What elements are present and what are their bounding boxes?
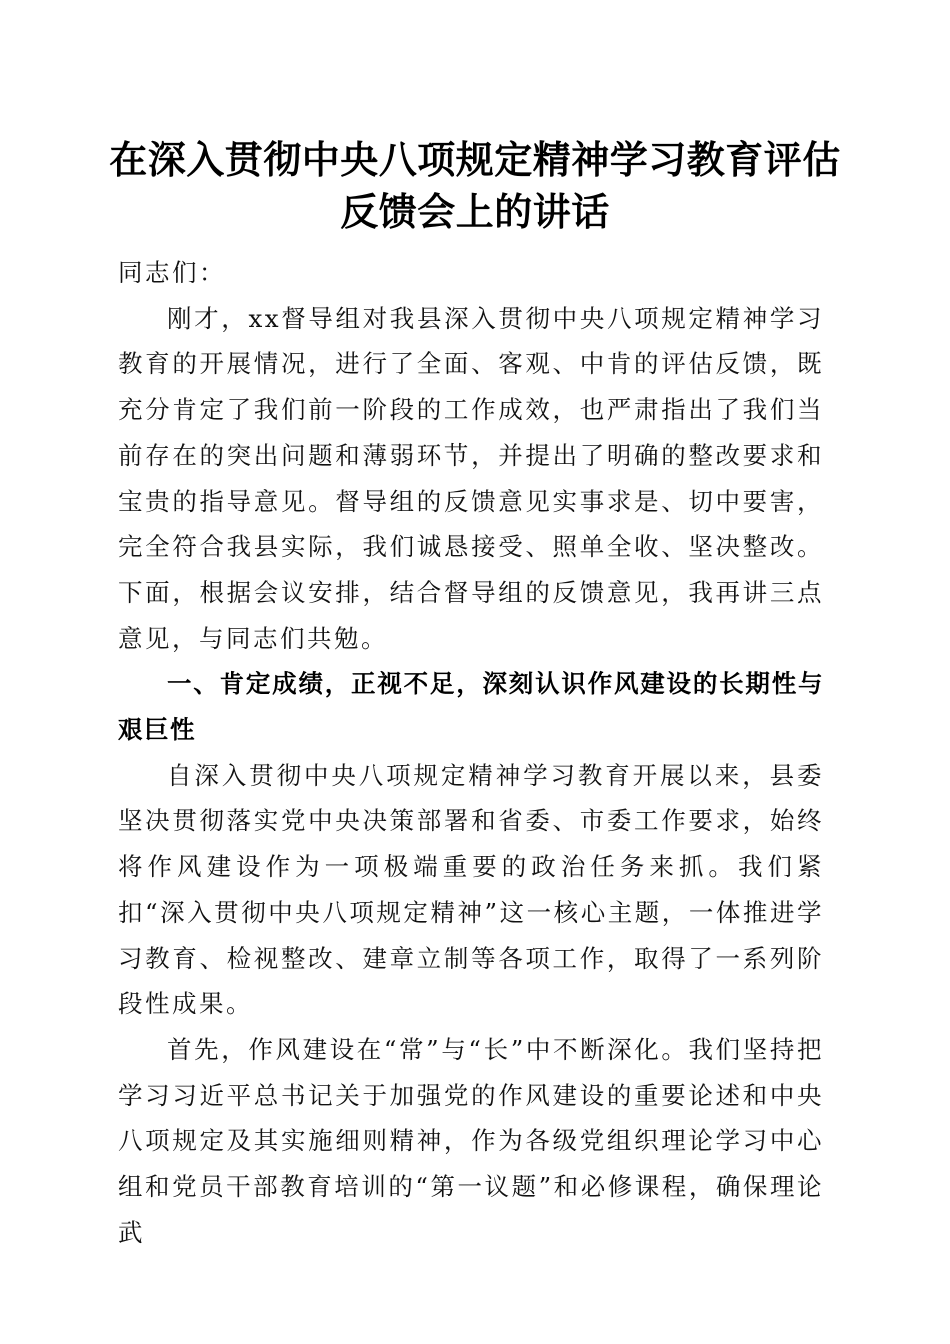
paragraph-intro: 刚才，xx督导组对我县深入贯彻中央八项规定精神学习教育的开展情况，进行了全面、客观、中肯的评估反馈，既充分肯定了我们前一阶段的工作成效，也严肃指出了我们当前存在的突出问题和薄弱环节，并提出了明确的整改要求和宝贵的指导意见。督导组的反馈意见实事求是、切中要害，完全符合我县实际，我们诚恳接受、照单全收、坚决整改。下面，根据会议安排，结合督导组的反馈意见，我再讲三点意见，与同志们共勉。 <box>118 303 824 653</box>
salutation: 同志们： <box>118 258 226 287</box>
paragraph-achievements: 自深入贯彻中央八项规定精神学习教育开展以来，县委坚决贯彻落实党中央决策部署和省委、市委工作要求，始终将作风建设作为一项极端重要的政治任务来抓。我们紧扣“深入贯彻中央八项规定精神”这一核心主题，一体推进学习教育、检视整改、建章立制等各项工作，取得了一系列阶段性成果。 <box>118 760 824 1019</box>
section-heading-1: 一、肯定成绩，正视不足，深刻认识作风建设的长期性与艰巨性 <box>118 669 824 745</box>
document-title: 在深入贯彻中央八项规定精神学习教育评估反馈会上的讲话 <box>109 137 841 234</box>
paragraph-first-point: 首先，作风建设在“常”与“长”中不断深化。我们坚持把学习习近平总书记关于加强党的作风建设的重要论述和中央八项规定及其实施细则精神，作为各级党组织理论学习中心组和党员干部教育培训的“第一议题”和必修课程，确保理论武 <box>118 1034 824 1247</box>
document-body <box>118 250 824 1255</box>
